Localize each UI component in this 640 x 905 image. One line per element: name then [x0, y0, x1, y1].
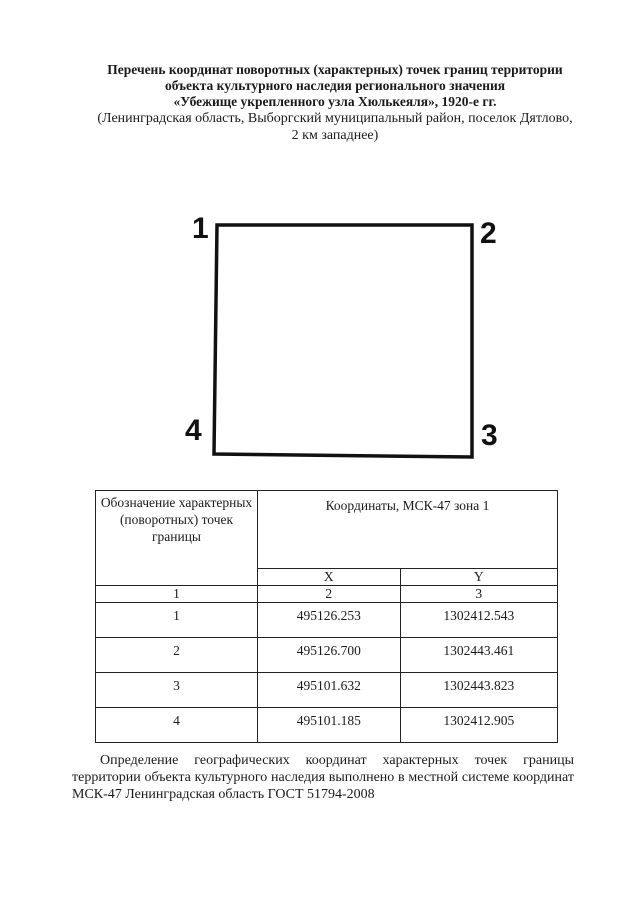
index-cell: 3	[400, 586, 557, 603]
table-row	[96, 708, 558, 743]
x-cell: 495101.632	[258, 673, 401, 708]
corner-label-4: 4	[185, 414, 202, 447]
boundary-polygon	[214, 225, 472, 457]
index-cell: 1	[96, 586, 258, 603]
table-row	[96, 673, 558, 708]
table-row	[96, 638, 558, 673]
header-col-y: Y	[400, 569, 557, 586]
point-cell: 2	[96, 638, 258, 673]
y-cell: 1302443.461	[400, 638, 557, 673]
x-cell: 495101.185	[258, 708, 401, 743]
header-point-designation: Обозначение характерных (поворотных) точек границы	[96, 491, 258, 586]
title-line-5: 2 км западнее)	[291, 128, 379, 143]
point-cell: 4	[96, 708, 258, 743]
title-line-3: «Убежище укрепленного узла Хюлькеяля», 1920-е гг.	[173, 94, 497, 109]
corner-label-1: 1	[192, 212, 209, 245]
index-cell: 2	[258, 586, 401, 603]
coordinate-system-note: Определение географических координат характерных точек границы территории объекта культурного наследия выполнено в местной системе координат МСК-47 Ленинградская область ГОСТ 51794-2008	[72, 753, 574, 802]
table-header-row	[96, 491, 558, 569]
table-index-row	[96, 586, 558, 603]
y-cell: 1302412.543	[400, 603, 557, 638]
title-line-1: Перечень координат поворотных (характерных) точек границ территории	[107, 62, 563, 77]
y-cell: 1302443.823	[400, 673, 557, 708]
title-line-4: (Ленинградская область, Выборгский муниципальный район, поселок Дятлово,	[97, 111, 573, 126]
x-cell: 495126.700	[258, 638, 401, 673]
title-line-2: объекта культурного наследия регионального значения	[164, 78, 506, 93]
point-cell: 3	[96, 673, 258, 708]
header-col-x: X	[258, 569, 401, 586]
point-cell: 1	[96, 603, 258, 638]
coordinates-table	[95, 490, 558, 743]
x-cell: 495126.253	[258, 603, 401, 638]
corner-label-3: 3	[481, 419, 498, 452]
table-row	[96, 603, 558, 638]
corner-label-2: 2	[480, 217, 497, 250]
y-cell: 1302412.905	[400, 708, 557, 743]
header-coordinates: Координаты, МСК-47 зона 1	[258, 491, 558, 569]
